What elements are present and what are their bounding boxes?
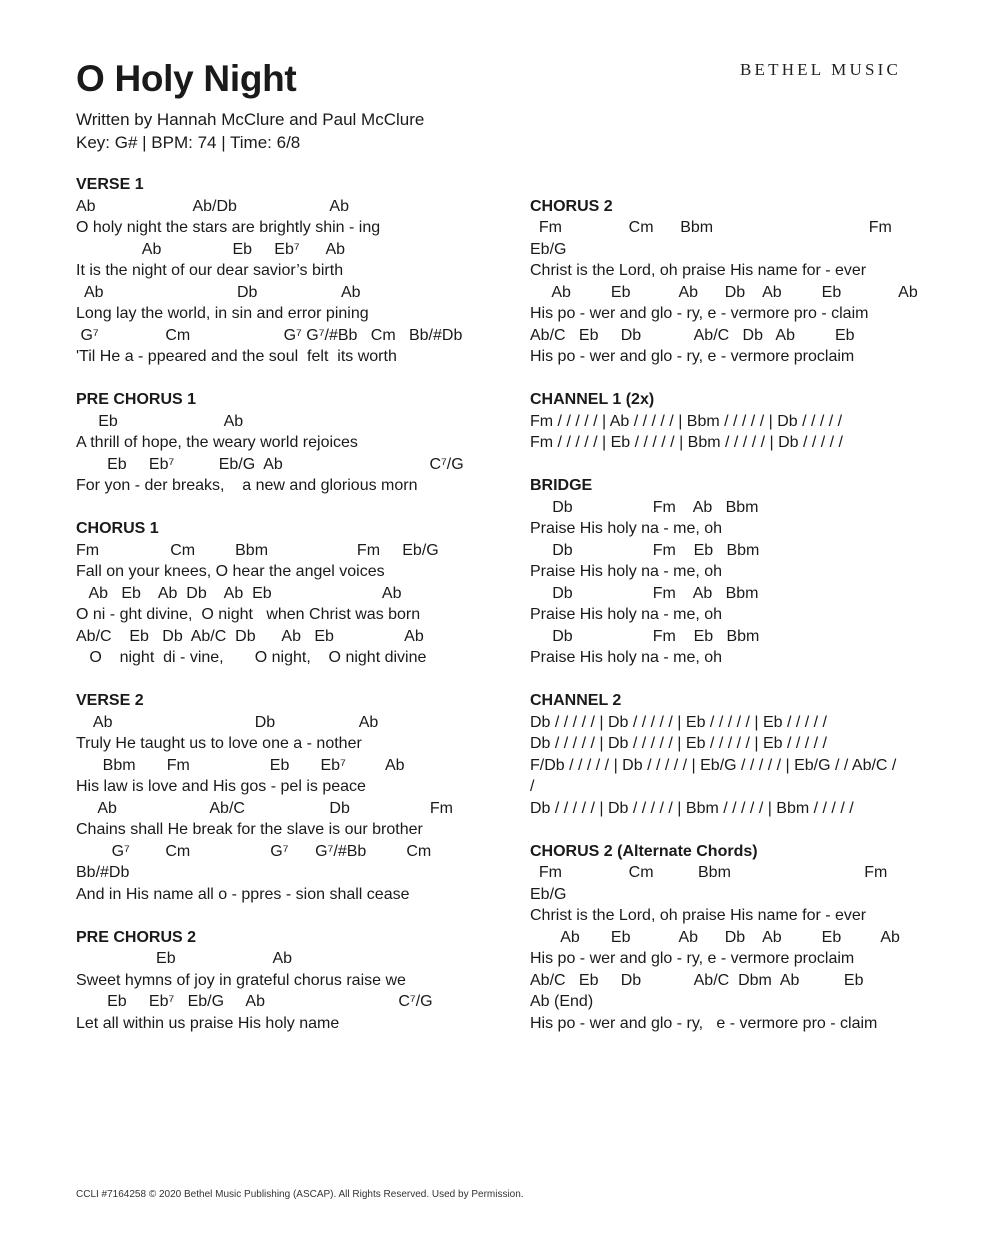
- section-heading: CHORUS 2 (Alternate Chords): [530, 842, 758, 860]
- section-heading: CHORUS 2: [530, 197, 613, 215]
- song-line: 'Til He a - ppeared and the soul felt its worth: [76, 348, 397, 365]
- song-line: Ab (End): [530, 993, 594, 1010]
- right-column: [530, 196, 950, 1056]
- bethel-music-logo: BETHEL MUSIC: [740, 60, 902, 79]
- section-heading: PRE CHORUS 1: [76, 391, 197, 408]
- song-line: Christ is the Lord, oh praise His name for - ever: [530, 262, 867, 279]
- section-heading: CHORUS 1: [76, 520, 159, 537]
- song-line: Eb Ab: [76, 950, 293, 967]
- song-line: Sweet hymns of joy in grateful chorus raise we: [76, 971, 406, 989]
- song-section: [76, 389, 516, 497]
- song-line: Fall on your knees, O hear the angel voices: [76, 563, 385, 580]
- song-line: G⁷ Cm G⁷ G⁷/#Bb Cm: [76, 842, 432, 860]
- song-line: His po - wer and glo - ry, e - vermore proclaim: [530, 950, 855, 967]
- song-line: O holy night the stars are brightly shin - ing: [76, 219, 381, 236]
- song-line: Ab Eb Ab Db Ab Eb Ab: [76, 584, 402, 602]
- key-bpm-time: Key: G# | BPM: 74 | Time: 6/8: [76, 133, 301, 152]
- song-line: Fm / / / / / | Eb / / / / / | Bbm / / / / / | Db / / / / /: [530, 434, 843, 451]
- section-heading: VERSE 1: [76, 176, 144, 193]
- song-line: Db Fm Ab Bbm: [530, 584, 759, 602]
- song-line: Db / / / / / | Db / / / / / | Bbm / / / / / | Bbm / / / / /: [530, 799, 854, 817]
- song-line: Db Fm Eb Bbm: [530, 541, 760, 559]
- song-line: His po - wer and glo - ry, e - vermore pro - claim: [530, 305, 869, 322]
- song-line: Ab Eb Ab Db Ab Eb Ab: [530, 928, 900, 946]
- song-line: Bbm Fm Eb Eb⁷ Ab: [76, 756, 405, 774]
- song-line: Fm Cm Bbm Fm Eb/G: [76, 541, 439, 559]
- song-line: /: [530, 778, 535, 795]
- song-line: A thrill of hope, the weary world rejoices: [76, 434, 358, 451]
- song-line: Fm Cm Bbm Fm: [530, 864, 888, 881]
- song-line: Db / / / / / | Db / / / / / | Eb / / / / / | Eb / / / / /: [530, 735, 827, 752]
- song-section: [76, 518, 516, 669]
- song-line: Bb/#Db: [76, 864, 130, 881]
- song-line: Praise His holy na - me, oh: [530, 649, 723, 666]
- song-line: Chains shall He break for the slave is our brother: [76, 821, 423, 838]
- song-line: Ab Eb Eb⁷ Ab: [76, 240, 346, 258]
- song-line: Ab Db Ab: [76, 713, 379, 731]
- song-line: It is the night of our dear savior’s birth: [76, 262, 344, 279]
- song-line: F/Db / / / / / | Db / / / / / | Eb/G / / / / / | Eb/G / / Ab/C /: [530, 756, 897, 774]
- song-section: [76, 927, 516, 1035]
- song-line: O night di - vine, O night, O night divine: [76, 649, 427, 666]
- song-section: [530, 475, 950, 669]
- song-line: His po - wer and glo - ry, e - vermore pro - claim: [530, 1014, 878, 1032]
- copyright-footer: CCLI #7164258 © 2020 Bethel Music Publishing (ASCAP). All Rights Reserved. Used by Permission.: [76, 1189, 524, 1200]
- song-line: Eb Ab: [76, 412, 244, 430]
- song-line: For yon - der breaks, a new and glorious morn: [76, 477, 418, 494]
- song-line: Eb Eb⁷ Eb/G Ab C⁷/G: [76, 993, 433, 1010]
- song-line: Db Fm Ab Bbm: [530, 498, 759, 516]
- song-line: G⁷ Cm G⁷ G⁷/#Bb Cm Bb/#Db: [76, 326, 463, 344]
- song-line: His law is love and His gos - pel is peace: [76, 778, 366, 795]
- song-line: His po - wer and glo - ry, e - vermore proclaim: [530, 348, 855, 365]
- song-line: And in His name all o - ppres - sion shall cease: [76, 885, 410, 903]
- song-line: Praise His holy na - me, oh: [530, 606, 723, 623]
- song-line: Ab Db Ab: [76, 283, 361, 301]
- song-line: Ab/C Eb Db Ab/C Dbm Ab Eb: [530, 971, 864, 989]
- song-line: Ab/C Eb Db Ab/C Db Ab Eb Ab: [76, 627, 424, 645]
- section-heading: VERSE 2: [76, 692, 144, 709]
- song-line: Db / / / / / | Db / / / / / | Eb / / / / / | Eb / / / / /: [530, 713, 827, 731]
- song-line: Christ is the Lord, oh praise His name for - ever: [530, 907, 867, 924]
- song-line: Ab Eb Ab Db Ab Eb Ab: [530, 283, 918, 301]
- song-line: Ab/C Eb Db Ab/C Db Ab Eb: [530, 326, 855, 344]
- section-heading: CHANNEL 1 (2x): [530, 391, 655, 408]
- song-line: Db Fm Eb Bbm: [530, 627, 760, 645]
- song-line: Fm Cm Bbm Fm: [530, 219, 892, 236]
- song-line: Eb Eb⁷ Eb/G Ab C⁷/G: [76, 455, 464, 473]
- songwriters: Written by Hannah McClure and Paul McClure: [76, 110, 425, 129]
- section-heading: BRIDGE: [530, 477, 593, 494]
- song-line: Truly He taught us to love one a - nother: [76, 735, 362, 752]
- song-line: Let all within us praise His holy name: [76, 1014, 340, 1032]
- song-line: Long lay the world, in sin and error pining: [76, 305, 369, 322]
- section-heading: CHANNEL 2: [530, 692, 622, 709]
- left-column: [76, 174, 516, 1056]
- song-line: Praise His holy na - me, oh: [530, 520, 723, 537]
- song-section: [530, 196, 950, 368]
- song-section: [530, 389, 950, 454]
- song-section: [530, 690, 950, 819]
- song-line: Ab Ab/C Db Fm: [76, 799, 453, 817]
- song-line: Eb/G: [530, 240, 567, 258]
- song-line: Fm / / / / / | Ab / / / / / | Bbm / / / / / | Db / / / / /: [530, 412, 843, 430]
- song-section: [76, 690, 516, 905]
- section-heading: PRE CHORUS 2: [76, 928, 197, 946]
- song-title: O Holy Night: [76, 58, 297, 99]
- song-section: [76, 174, 516, 368]
- song-section: [530, 841, 950, 1035]
- song-line: O ni - ght divine, O night when Christ was born: [76, 606, 421, 623]
- song-line: Eb/G: [530, 885, 567, 903]
- song-line: Praise His holy na - me, oh: [530, 563, 723, 580]
- song-line: Ab Ab/Db Ab: [76, 197, 349, 215]
